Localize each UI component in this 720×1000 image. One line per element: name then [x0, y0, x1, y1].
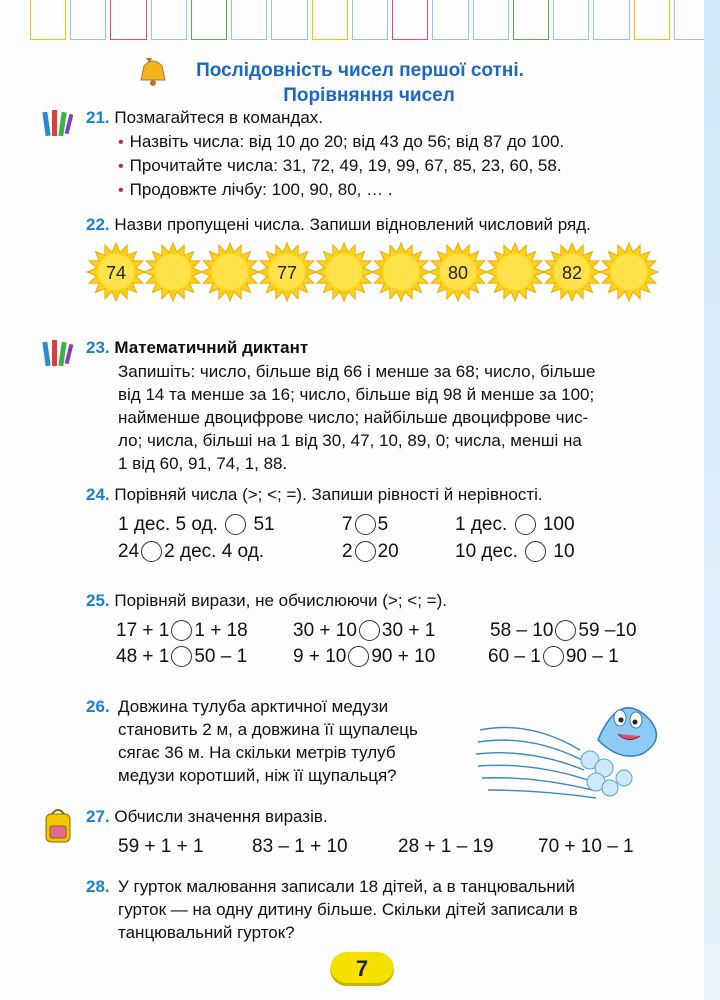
paragraph-line: сягає 36 м. На скільки метрів тулуб [118, 743, 396, 762]
paragraph-line: становить 2 м, а довжина її щупалець [118, 720, 418, 739]
list-item: • Назвіть числа: від 10 до 20; від 43 до 56; від 87 до 100. [118, 132, 565, 151]
exercise-text: Порівняй вирази, не обчислюючи (>; <; =). [114, 591, 447, 610]
answer-circle[interactable] [359, 620, 380, 641]
exercise-28 [86, 877, 110, 897]
exercise-text: Позмагайтеся в командах. [114, 108, 324, 127]
exercise-number: 26. [86, 697, 110, 716]
sun-0 [86, 242, 146, 302]
answer-circle[interactable] [543, 646, 564, 667]
paragraph-line: медузи коротший, ніж її щупальця? [118, 766, 397, 785]
sun-number: 77 [276, 263, 298, 283]
answer-circle[interactable] [515, 514, 536, 535]
paragraph-line: ло; числа, більші на 1 від 30, 47, 10, 89, 0; числа, менші на [118, 431, 582, 450]
bullet-text: Продовжте лічбу: 100, 90, 80, … . [129, 180, 393, 199]
expression: 28 + 1 – 19 [398, 836, 494, 857]
exercise-24 [86, 485, 543, 505]
page-title: Послідовність чисел першої сотні. [196, 60, 524, 81]
answer-circle[interactable] [348, 646, 369, 667]
answer-circle[interactable] [355, 541, 376, 562]
sun-2[interactable] [200, 242, 260, 302]
sun-number: 80 [447, 263, 469, 283]
exercise-22 [86, 215, 591, 235]
comparison-item: 7 5 [342, 514, 389, 535]
exercise-26 [86, 697, 110, 717]
sun-number: 74 [105, 263, 127, 283]
comparison-item: 9 + 10 90 + 10 [293, 646, 436, 667]
exercise-23 [86, 338, 308, 358]
exercise-number: 21. [86, 108, 110, 127]
list-item: • Продовжте лічбу: 100, 90, 80, … . [118, 180, 393, 199]
exercise-number: 22. [86, 215, 110, 234]
sun-3 [257, 242, 317, 302]
paragraph-line: Довжина тулуба арктичної медузи [118, 697, 389, 716]
expression: 83 – 1 + 10 [252, 836, 348, 857]
exercise-25 [86, 591, 447, 611]
comparison-item: 1 дес. 5 од. 51 [118, 514, 275, 535]
comparison-item: 10 дес. 10 [455, 541, 575, 562]
jellyfish-illustration [470, 690, 670, 810]
exercise-number: 24. [86, 485, 110, 504]
answer-circle[interactable] [141, 541, 162, 562]
answer-circle[interactable] [171, 646, 192, 667]
pencils-icon [40, 106, 76, 142]
exercise-title: Математичний диктант [114, 338, 309, 357]
expression: 59 + 1 + 1 [118, 836, 204, 857]
comparison-item: 1 дес. 100 [455, 514, 575, 535]
sun-8 [542, 242, 602, 302]
expression: 70 + 10 – 1 [538, 836, 634, 857]
sun-number: 82 [561, 263, 583, 283]
paragraph-line: гурток — на одну дитину більше. Скільки дітей записали в [118, 900, 578, 919]
paragraph-line: 1 від 60, 91, 74, 1, 88. [118, 454, 288, 473]
page-number: 7 [330, 952, 394, 986]
bullet-text: Прочитайте числа: 31, 72, 49, 19, 99, 67, 85, 23, 60, 58. [129, 156, 562, 175]
comparison-item: 17 + 1 1 + 18 [116, 620, 248, 641]
paragraph-line: від 14 та менше за 16; число, більше від 98 й менше за 100; [118, 385, 595, 404]
exercise-number: 28. [86, 877, 110, 896]
exercise-number: 27. [86, 807, 110, 826]
paragraph-line: Запишіть: число, більше від 66 і менше за 68; число, більше [118, 362, 596, 381]
exercise-21 [86, 108, 323, 128]
exercise-text: Порівняй числа (>; <; =). Запиши рівності й нерівності. [114, 485, 543, 504]
comparison-item: 60 – 1 90 – 1 [488, 646, 619, 667]
answer-circle[interactable] [355, 514, 376, 535]
comparison-item: 2 20 [342, 541, 399, 562]
sun-6 [428, 242, 488, 302]
top-decorative-border [30, 0, 710, 40]
sun-9[interactable] [599, 242, 659, 302]
bullet-text: Назвіть числа: від 10 до 20; від 43 до 56; від 87 до 100. [129, 132, 565, 151]
comparison-item: 48 + 1 50 – 1 [116, 646, 248, 667]
paragraph-line: У гурток малювання записали 18 дітей, а в танцювальний [118, 877, 575, 896]
exercise-number: 23. [86, 338, 110, 357]
sun-1[interactable] [143, 242, 203, 302]
answer-circle[interactable] [555, 620, 576, 641]
comparison-item: 24 2 дес. 4 од. [118, 541, 265, 562]
answer-circle[interactable] [225, 514, 246, 535]
exercise-27 [86, 807, 328, 827]
pencils-icon [40, 336, 76, 372]
list-item: • Прочитайте числа: 31, 72, 49, 19, 99, 67, 85, 23, 60, 58. [118, 156, 562, 175]
comparison-item: 58 – 10 59 –10 [490, 620, 637, 641]
page-subtitle: Порівняння чисел [283, 85, 455, 106]
answer-circle[interactable] [525, 541, 546, 562]
sun-5[interactable] [371, 242, 431, 302]
sun-4[interactable] [314, 242, 374, 302]
exercise-number: 25. [86, 591, 110, 610]
exercise-text: Назви пропущені числа. Запиши відновлений числовий ряд. [114, 215, 591, 234]
paragraph-line: найменше двоцифрове число; найбільше двоцифрове чис- [118, 408, 589, 427]
right-decorative-strip [704, 0, 720, 1000]
paragraph-line: танцювальний гурток? [118, 923, 295, 942]
exercise-text: Обчисли значення виразів. [114, 807, 328, 826]
backpack-icon [40, 806, 76, 846]
sun-7[interactable] [485, 242, 545, 302]
answer-circle[interactable] [171, 620, 192, 641]
comparison-item: 30 + 10 30 + 1 [293, 620, 436, 641]
